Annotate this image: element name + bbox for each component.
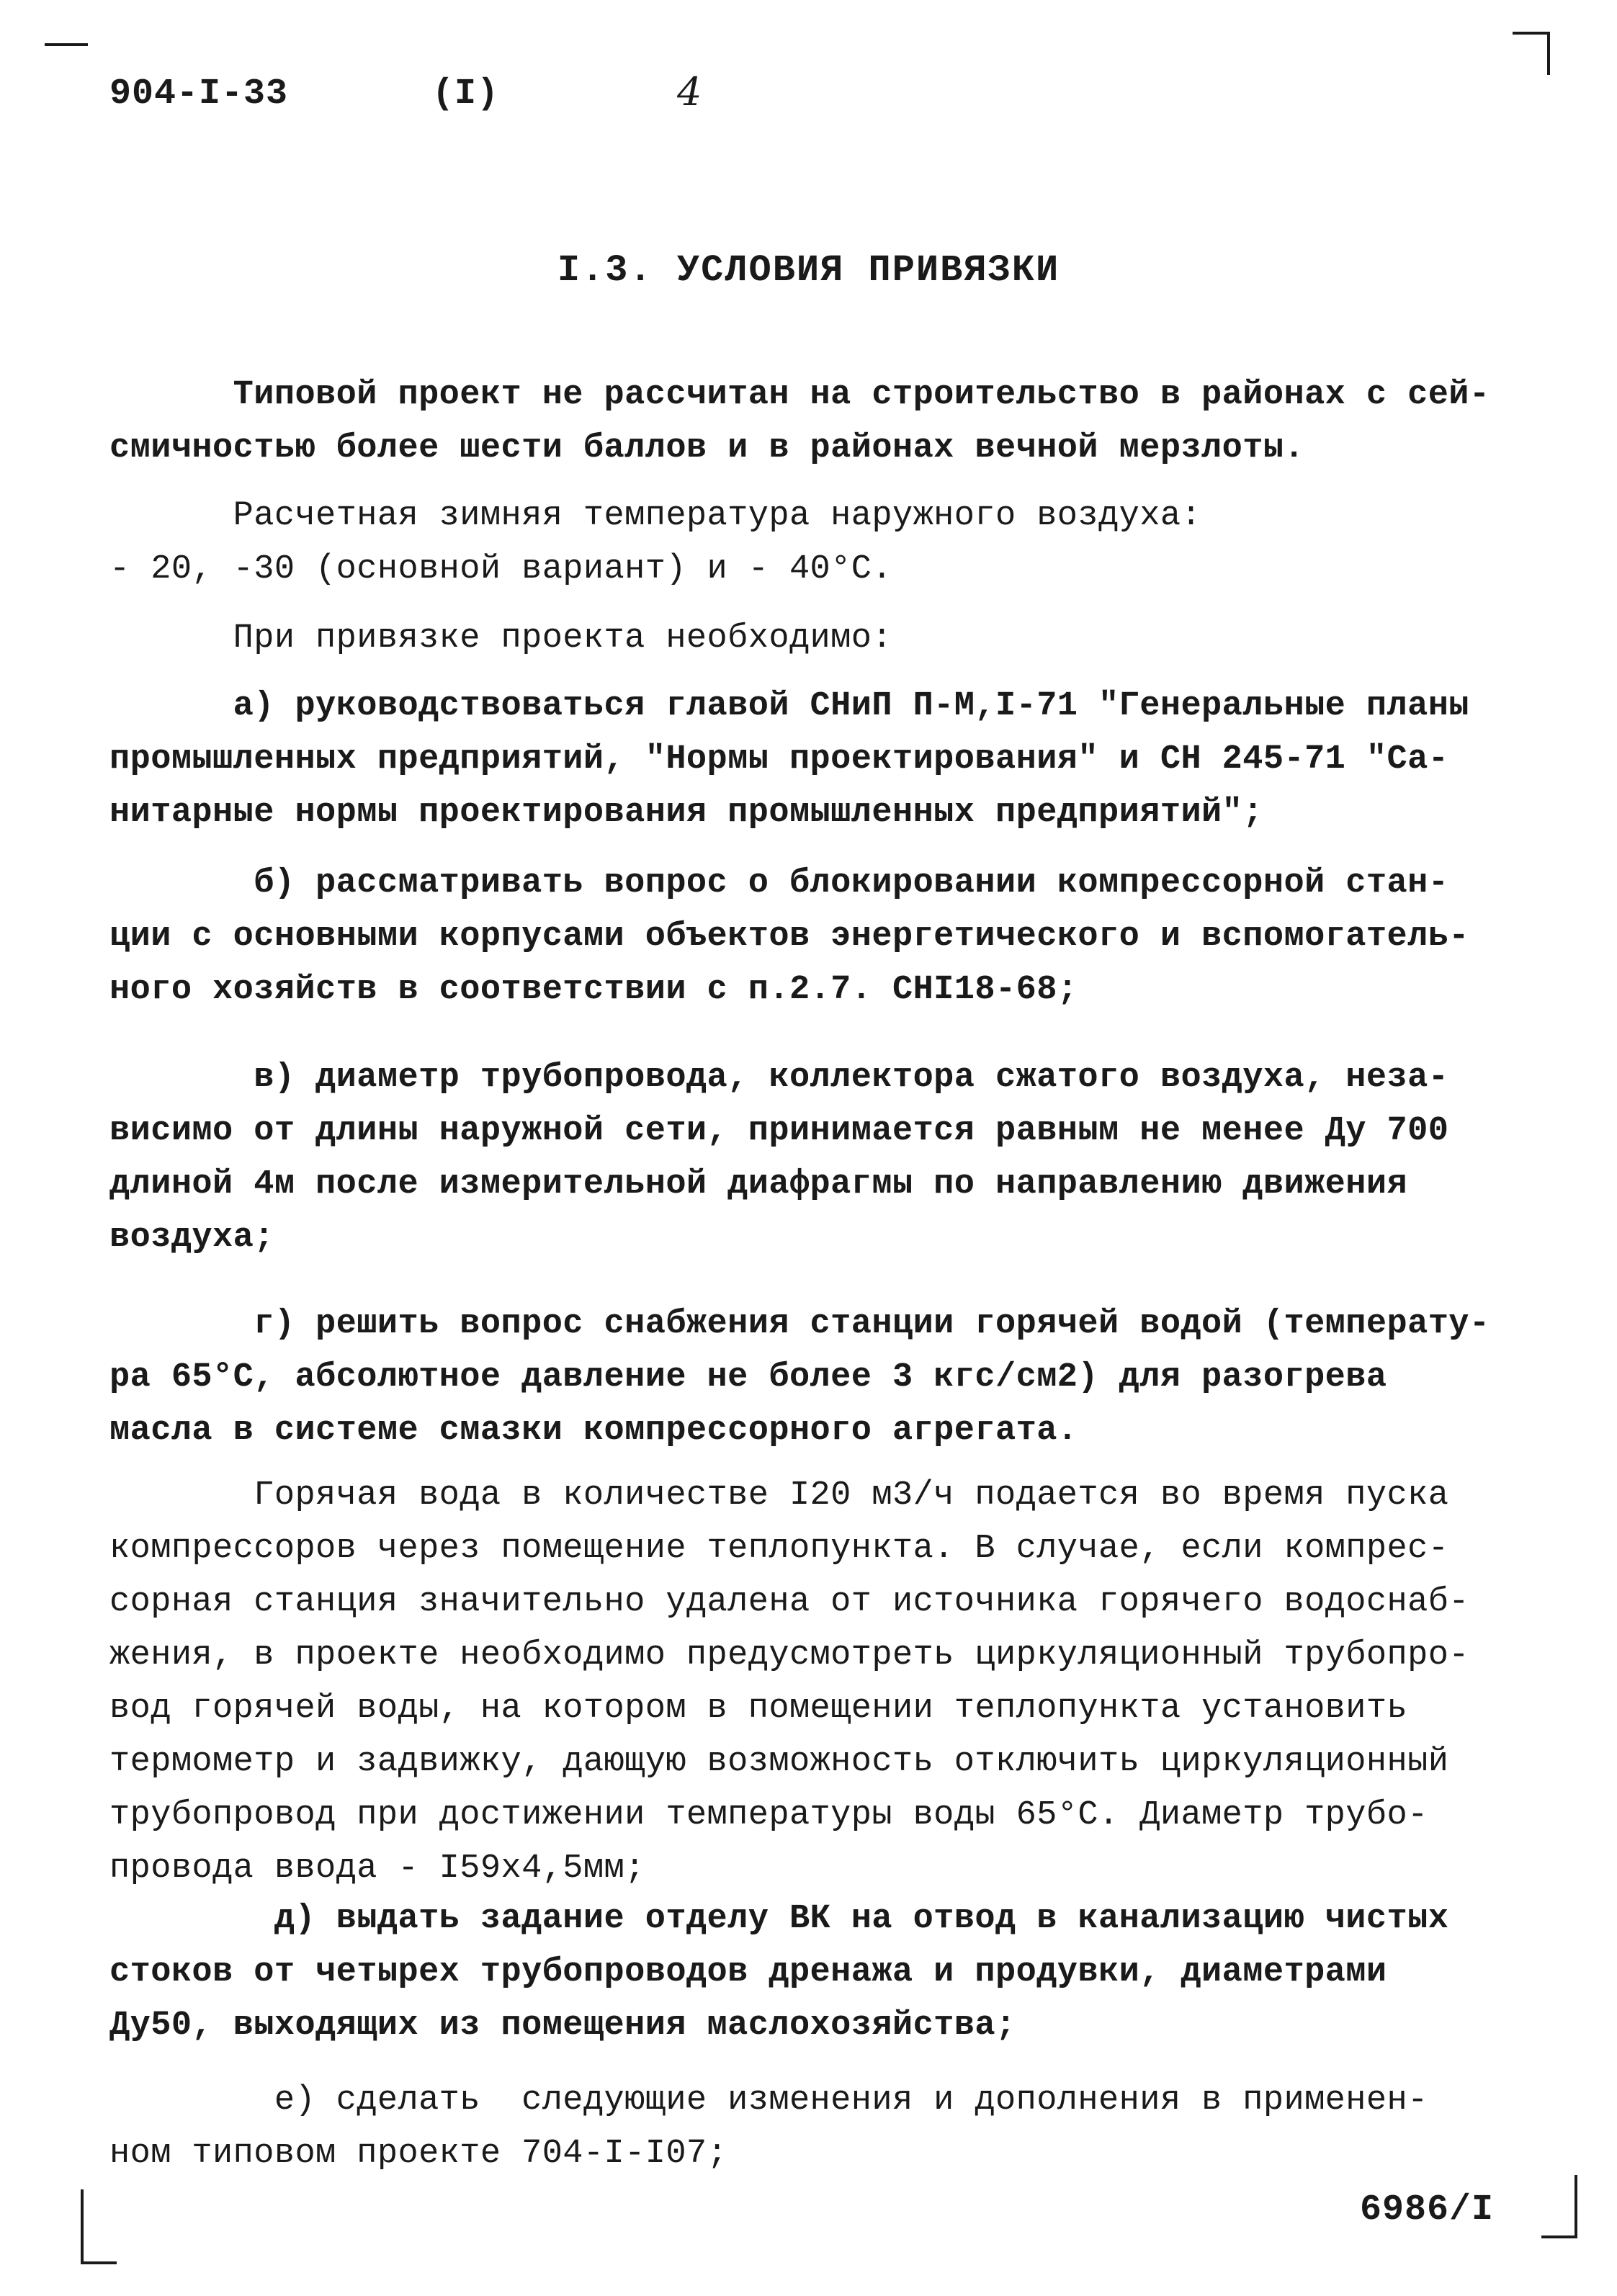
page-number: 4 (677, 69, 703, 115)
crop-mark-bottom-right (1541, 2175, 1577, 2238)
paragraph-seismic: Типовой проект не рассчитан на строительство в районах с сей- смичностью более шести баллов и в районах вечной мерзлоты. (109, 376, 1490, 467)
paragraph-temperature: Расчетная зимняя температура наружного воздуха: - 20, -30 (основной вариант) и - 40°С. (109, 497, 1202, 588)
paragraph-item-v: в) диаметр трубопровода, коллектора сжатого воздуха, неза- висимо от длины наружной сети, принимается равным не менее Ду 700 длиной 4м после измерительной диафрагмы по направлению движения воздуха; (109, 1059, 1449, 1257)
section-title: I.3. УСЛОВИЯ ПРИВЯЗКИ (557, 249, 1060, 292)
document-part: (I) (432, 73, 500, 115)
paragraph-item-e: е) сделать следующие изменения и дополнения в применен- ном типовом проекте 704-I-I07; (109, 2081, 1428, 2173)
crop-mark-top-left (45, 43, 88, 65)
footer-document-code: 6986/I (1360, 2189, 1495, 2230)
crop-mark-top-right (1513, 32, 1550, 75)
paragraph-item-d: д) выдать задание отделу ВК на отвод в канализацию чистых стоков от четырех трубопроводов дренажа и продувки, диаметрами Ду50, выходящих из помещения маслохозяйства; (109, 1900, 1449, 2045)
crop-mark-bottom-left (81, 2189, 117, 2264)
paragraph-item-g: г) решить вопрос снабжения станции горячей водой (температу- ра 65°С, абсолютное давление не более 3 кгс/см2) для разогрева масла в системе смазки компрессорного агрегата. (109, 1305, 1490, 1450)
paragraph-binding-intro: При привязке проекта необходимо: (109, 619, 892, 658)
paragraph-item-b: б) рассматривать вопрос о блокировании компрессорной стан- ции с основными корпусами объектов энергетического и вспомогатель- ного хозяйств в соответствии с п.2.7. СНI18-68; (109, 864, 1469, 1009)
paragraph-hot-water: Горячая вода в количестве I20 м3/ч подается во время пуска компрессоров через помещение теплопункта. В случае, если компрес- сорная станция значительно удалена от источника горячего водоснаб- жения, в проекте необходимо предусмотреть циркуляционный трубопро- вод горячей воды, на котором в помещении теплопункта установить термометр и задвижку, дающую возможность отключить циркуляционный трубопровод при достижении температуры воды 65°С. Диаметр трубо- провода ввода - I59х4,5мм; (109, 1476, 1469, 1888)
paragraph-item-a: а) руководствоваться главой СНиП П-М,I-71 "Генеральные планы промышленных предприятий, "Нормы проектирования" и СН 245-71 "Са- нитарные нормы проектирования промышленных предприятий"; (109, 687, 1469, 832)
document-code: 904-I-33 (109, 73, 289, 115)
